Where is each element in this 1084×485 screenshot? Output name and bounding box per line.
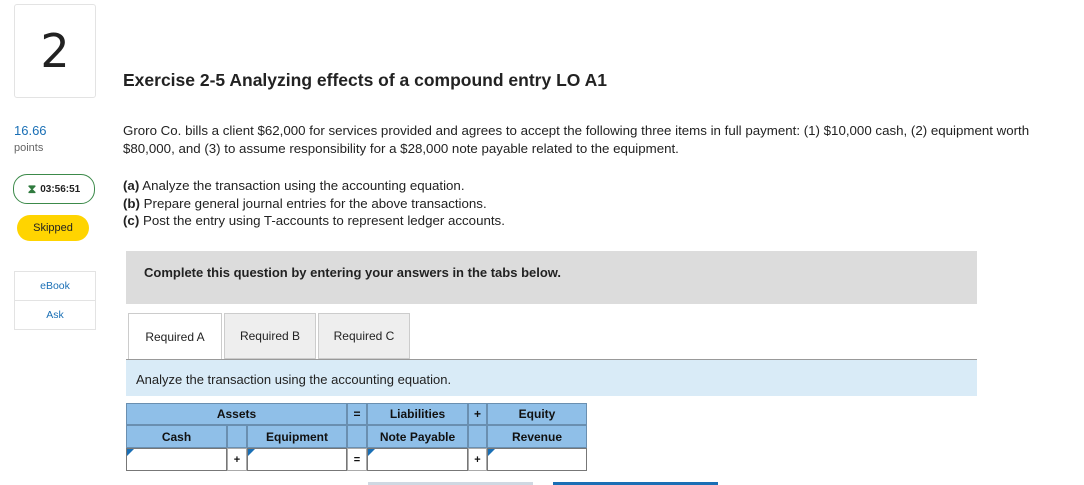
plus-header: + [468, 403, 487, 425]
points-label: points [14, 142, 44, 154]
tab-prompt-text: Analyze the transaction using the accounting equation. [136, 372, 452, 387]
liabilities-header: Liabilities [367, 403, 468, 425]
equipment-input[interactable] [247, 448, 347, 471]
blank-header-1 [227, 425, 247, 448]
equals-header: = [347, 403, 367, 425]
part-b [123, 195, 505, 213]
row-plus-2: + [468, 448, 487, 471]
hourglass-icon: ⧗ [27, 182, 37, 196]
ask-button[interactable]: Ask [14, 300, 96, 330]
row-plus-1: + [227, 448, 247, 471]
question-number-box [14, 4, 96, 98]
part-b-text: Prepare general journal entries for the above transactions. [139, 195, 487, 211]
blank-header-2 [347, 425, 367, 448]
question-number: 2 [40, 24, 70, 78]
tab-required-a[interactable]: Required A [128, 313, 222, 360]
exercise-parts [123, 177, 505, 230]
timer-value: 03:56:51 [40, 183, 81, 195]
part-a-text: Analyze the transaction using the accounting equation. [139, 178, 465, 193]
part-b-label: (b) [123, 195, 140, 211]
equity-header: Equity [487, 403, 587, 425]
instruction-panel [126, 251, 977, 304]
ebook-button[interactable]: eBook [14, 271, 96, 301]
part-c-label: (c) [123, 213, 140, 228]
timer [13, 174, 95, 204]
status-badge: Skipped [17, 215, 89, 241]
part-c [123, 212, 505, 230]
part-c-text: Post the entry using T-accounts to represent ledger accounts. [139, 213, 505, 228]
tab-prompt-panel [126, 360, 977, 396]
revenue-input[interactable] [487, 448, 587, 471]
part-a [123, 177, 505, 195]
tab-required-c[interactable]: Required C [318, 313, 410, 359]
blank-header-3 [468, 425, 487, 448]
note-payable-input[interactable] [367, 448, 468, 471]
assets-header: Assets [126, 403, 347, 425]
exercise-title: Exercise 2-5 Analyzing effects of a compound entry LO A1 [123, 70, 607, 90]
instruction-text: Complete this question by entering your answers in the tabs below. [144, 265, 562, 280]
part-a-label: (a) [123, 178, 140, 193]
equipment-header: Equipment [247, 425, 347, 448]
points-value: 16.66 [14, 123, 47, 138]
cash-input[interactable] [126, 448, 227, 471]
row-equals: = [347, 448, 367, 471]
tab-required-b[interactable]: Required B [224, 313, 316, 359]
revenue-header: Revenue [487, 425, 587, 448]
exercise-description: Groro Co. bills a client $62,000 for services provided and agrees to accept the following three items in full payment: (1) $10,000 cash, (2) equipment worth $80,000, and (3) to assume responsibility for a $28,000 note payable related to the equipment. [123, 123, 1030, 156]
note-payable-header: Note Payable [367, 425, 468, 448]
cash-header: Cash [126, 425, 227, 448]
